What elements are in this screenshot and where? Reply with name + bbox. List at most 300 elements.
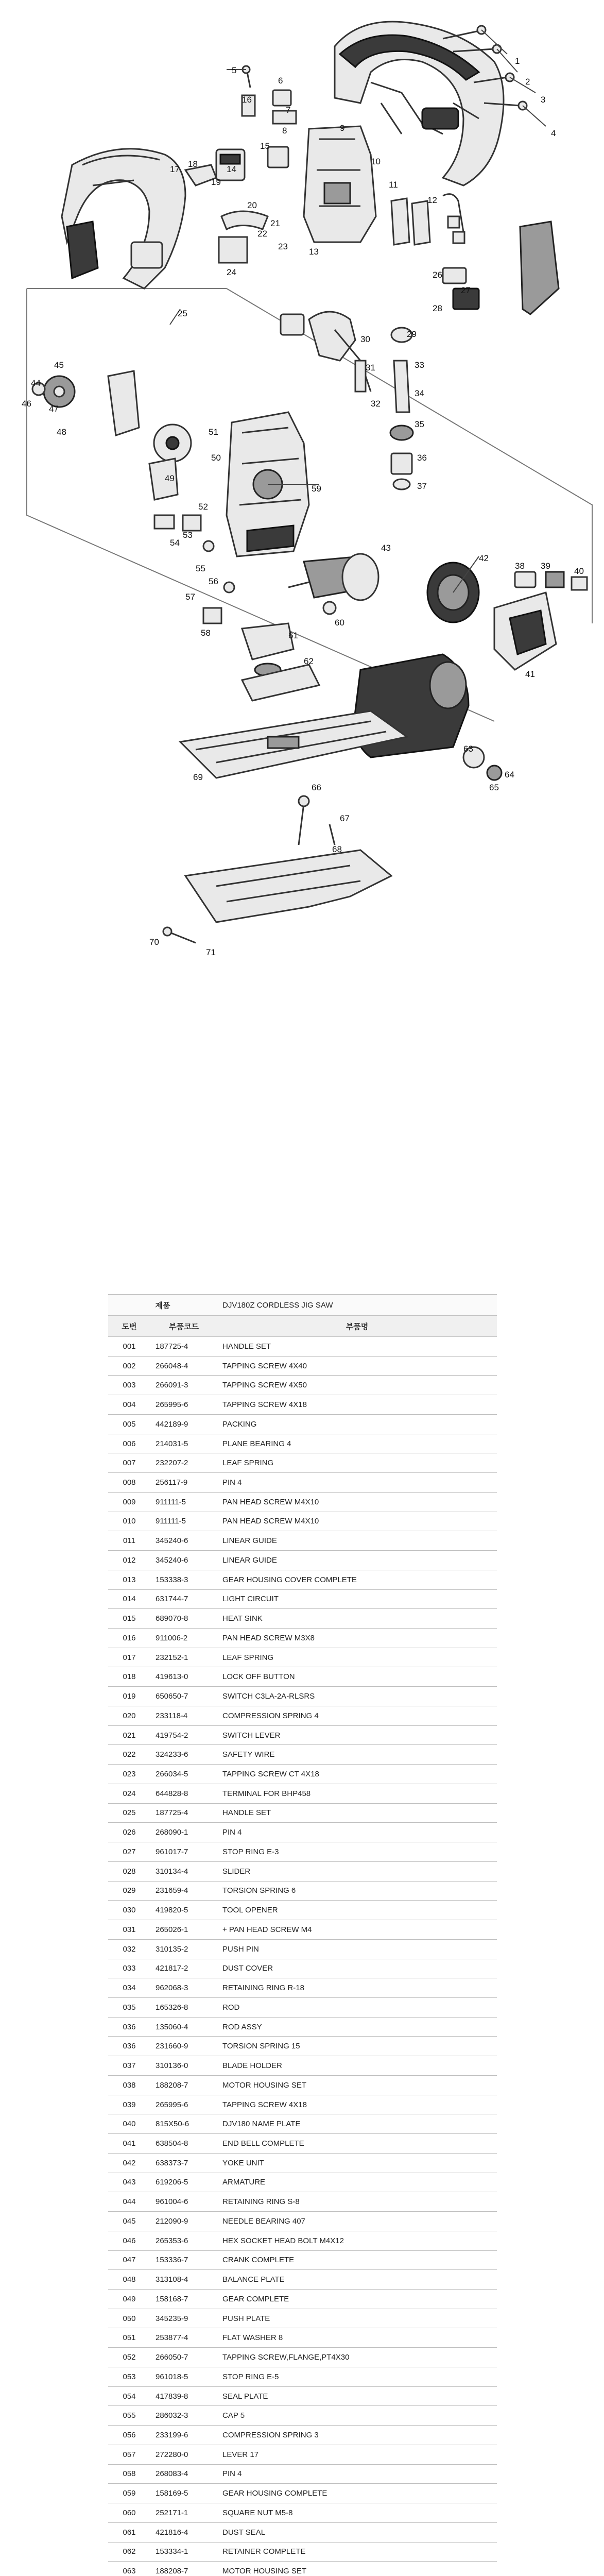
- base: [180, 711, 407, 845]
- header-no: 도번: [122, 1322, 137, 1331]
- table-row: [108, 1357, 497, 1376]
- part-code: 268090-1: [156, 1828, 188, 1837]
- part-name: STOP RING E-5: [222, 2372, 279, 2381]
- part-number: 041: [123, 2139, 136, 2148]
- part-code: 313108-4: [156, 2275, 188, 2284]
- part-code: 252171-1: [156, 2508, 188, 2517]
- part-number: 006: [123, 1439, 136, 1448]
- callout-69: 69: [193, 772, 203, 782]
- table-row: [108, 1395, 497, 1415]
- callout-66: 66: [312, 783, 321, 792]
- callout-55: 55: [196, 564, 205, 573]
- callout-61: 61: [288, 631, 298, 640]
- callout-45: 45: [54, 360, 64, 370]
- part-name: COMPRESSION SPRING 3: [222, 2430, 319, 2439]
- terminal: [219, 237, 247, 263]
- part-code: 265353-6: [156, 2236, 188, 2245]
- part-number: 037: [123, 2061, 136, 2071]
- part-code: 310134-4: [156, 1867, 188, 1876]
- part-number: 017: [123, 1653, 136, 1662]
- callout-51: 51: [209, 427, 218, 437]
- part-name: TAPPING SCREW 4X50: [222, 1381, 307, 1390]
- part-code: 266048-4: [156, 1361, 188, 1370]
- table-row: [108, 2037, 497, 2056]
- part-name: PUSH PIN: [222, 1944, 259, 1954]
- part-number: 021: [123, 1731, 136, 1740]
- part-code: 345240-6: [156, 1536, 188, 1546]
- part-name: NEEDLE BEARING 407: [222, 2216, 305, 2226]
- callout-31: 31: [366, 363, 375, 372]
- part-number: 048: [123, 2275, 136, 2284]
- part-code: 442189-9: [156, 1419, 188, 1429]
- table-row: [108, 2503, 497, 2523]
- callout-35: 35: [415, 419, 424, 429]
- part-name: LINEAR GUIDE: [222, 1536, 277, 1546]
- handle-set-left: [62, 149, 185, 289]
- part-code: 265995-6: [156, 1400, 188, 1410]
- part-code: 962068-3: [156, 1984, 188, 1993]
- part-name: COMPRESSION SPRING 4: [222, 1711, 319, 1720]
- part-number: 038: [123, 2080, 136, 2090]
- part-code: 286032-3: [156, 2411, 188, 2420]
- callout-4: 4: [551, 128, 556, 138]
- part-name: GEAR COMPLETE: [222, 2294, 289, 2303]
- callout-70: 70: [149, 937, 159, 947]
- table-row: [108, 1882, 497, 1901]
- part-code: 638373-7: [156, 2158, 188, 2167]
- part-number: 004: [123, 1400, 136, 1410]
- part-code: 188208-7: [156, 2567, 188, 2576]
- part-name: MOTOR HOUSING SET: [222, 2080, 307, 2090]
- part-number: 045: [123, 2216, 136, 2226]
- table-body: [108, 1337, 497, 2576]
- callout-33: 33: [415, 360, 424, 370]
- part-code: 961004-6: [156, 2197, 188, 2207]
- table-row: [108, 1687, 497, 1706]
- part-name: GEAR HOUSING COMPLETE: [222, 2489, 327, 2498]
- table-row: [108, 1570, 497, 1590]
- callout-62: 62: [304, 656, 314, 666]
- part-name: TAPPING SCREW 4X18: [222, 1400, 307, 1410]
- callout-64: 64: [505, 770, 514, 779]
- switch-parts: [185, 66, 296, 229]
- part-name: RETAINER COMPLETE: [222, 2547, 306, 2556]
- callout-32: 32: [371, 399, 381, 409]
- part-number: 035: [123, 2003, 136, 2012]
- part-name: TOOL OPENER: [222, 1906, 278, 1915]
- part-code: 232207-2: [156, 1459, 188, 1468]
- callout-49: 49: [165, 473, 175, 483]
- parts-table: [108, 1294, 497, 2576]
- callout-14: 14: [227, 164, 236, 174]
- table-row: [108, 1765, 497, 1784]
- part-name: SQUARE NUT M5-8: [222, 2508, 293, 2517]
- part-code: 158168-7: [156, 2294, 188, 2303]
- part-name: PUSH PLATE: [222, 2314, 270, 2323]
- part-number: 011: [123, 1536, 135, 1546]
- table-row: [108, 1745, 497, 1765]
- part-number: 019: [123, 1692, 136, 1701]
- part-code: 419754-2: [156, 1731, 188, 1740]
- callout-60: 60: [335, 618, 344, 628]
- part-number: 024: [123, 1789, 136, 1798]
- part-name: TAPPING SCREW 4X40: [222, 1361, 307, 1370]
- part-number: 059: [123, 2489, 136, 2498]
- table-row: [108, 2076, 497, 2095]
- part-code: 153336-7: [156, 2256, 188, 2265]
- callout-68: 68: [332, 844, 342, 854]
- part-name: SWITCH C3LA-2A-RLSRS: [222, 1692, 315, 1701]
- table-row: [108, 2328, 497, 2348]
- part-code: 324233-6: [156, 1750, 188, 1759]
- callout-9: 9: [340, 123, 345, 133]
- callout-29: 29: [407, 329, 417, 339]
- part-name: PIN 4: [222, 1478, 242, 1487]
- part-code: 265026-1: [156, 1925, 188, 1934]
- part-number: 007: [123, 1459, 136, 1468]
- part-name: PIN 4: [222, 1828, 242, 1837]
- callout-50: 50: [211, 453, 221, 463]
- callout-2: 2: [525, 77, 530, 87]
- part-code: 266091-3: [156, 1381, 188, 1390]
- part-number: 003: [123, 1381, 136, 1390]
- part-code: 153338-3: [156, 1575, 188, 1584]
- part-code: 619206-5: [156, 2178, 188, 2187]
- table-row: [108, 1784, 497, 1804]
- part-name: + PAN HEAD SCREW M4: [222, 1925, 312, 1934]
- table-row: [108, 2231, 497, 2251]
- table-row: [108, 1512, 497, 1532]
- callout-30: 30: [360, 334, 370, 344]
- part-number: 060: [123, 2508, 136, 2517]
- callout-16: 16: [242, 95, 252, 105]
- part-name: TAPPING SCREW,FLANGE,PT4X30: [222, 2353, 350, 2362]
- part-name: TERMINAL FOR BHP458: [222, 1789, 311, 1798]
- model-label: 제품: [155, 1301, 170, 1310]
- part-code: 345240-6: [156, 1555, 188, 1565]
- part-name: FLAT WASHER 8: [222, 2333, 283, 2343]
- table-row: [108, 1473, 497, 1493]
- part-name: TAPPING SCREW 4X18: [222, 2100, 307, 2109]
- table-row: [108, 2309, 497, 2329]
- callout-21: 21: [270, 218, 280, 228]
- callout-58: 58: [201, 628, 211, 638]
- table-row: [108, 1590, 497, 1609]
- part-code: 650650-7: [156, 1692, 188, 1701]
- part-number: 022: [123, 1750, 136, 1759]
- part-name: SWITCH LEVER: [222, 1731, 281, 1740]
- table-row: [108, 2251, 497, 2270]
- callout-37: 37: [417, 481, 427, 491]
- part-number: 047: [123, 2256, 136, 2265]
- part-name: HEX SOCKET HEAD BOLT M4X12: [222, 2236, 344, 2245]
- part-code: 231660-9: [156, 2042, 188, 2051]
- part-number: 042: [123, 2158, 136, 2167]
- callout-1: 1: [515, 56, 520, 66]
- part-number: 039: [123, 2100, 136, 2109]
- part-number: 032: [123, 1944, 136, 1954]
- part-code: 153334-1: [156, 2547, 188, 2556]
- part-code: 911111-5: [156, 1517, 186, 1526]
- diagram-drawing: [0, 0, 604, 1211]
- table-row: [108, 2426, 497, 2445]
- part-code: 419613-0: [156, 1672, 188, 1682]
- callout-23: 23: [278, 242, 288, 251]
- part-number: 049: [123, 2294, 136, 2303]
- part-code: 231659-4: [156, 1886, 188, 1895]
- part-code: 253877-4: [156, 2333, 188, 2343]
- part-number: 010: [123, 1517, 136, 1526]
- callout-43: 43: [381, 543, 391, 553]
- table-row: [108, 2484, 497, 2503]
- header-code: 부품코드: [169, 1322, 199, 1331]
- part-name: BLADE HOLDER: [222, 2061, 282, 2071]
- part-name: HANDLE SET: [222, 1342, 271, 1351]
- part-number: 046: [123, 2236, 136, 2245]
- crank-and-gear: [32, 371, 234, 623]
- part-number: 009: [123, 1497, 136, 1506]
- part-code: 233118-4: [156, 1711, 188, 1720]
- part-code: 187725-4: [156, 1808, 188, 1818]
- callout-10: 10: [371, 157, 381, 166]
- part-code: 266034-5: [156, 1770, 188, 1779]
- part-number: 036: [123, 2022, 136, 2031]
- part-code: 268083-4: [156, 2469, 188, 2479]
- callout-67: 67: [340, 814, 350, 823]
- model-row: [108, 1294, 497, 1316]
- part-name: LOCK OFF BUTTON: [222, 1672, 295, 1682]
- part-code: 345235-9: [156, 2314, 188, 2323]
- callout-8: 8: [282, 126, 287, 135]
- part-code: 310135-2: [156, 1944, 188, 1954]
- part-number: 018: [123, 1672, 136, 1682]
- callout-17: 17: [170, 164, 180, 174]
- table-row: [108, 2290, 497, 2309]
- callout-71: 71: [206, 947, 216, 957]
- table-row: [108, 2367, 497, 2387]
- part-number: 026: [123, 1828, 136, 1837]
- part-code: 214031-5: [156, 1439, 188, 1448]
- callout-52: 52: [198, 502, 208, 512]
- table-row: [108, 2095, 497, 2115]
- part-name: TORSION SPRING 15: [222, 2042, 300, 2051]
- part-name: LIGHT CIRCUIT: [222, 1595, 279, 1604]
- part-name: PACKING: [222, 1419, 257, 1429]
- callout-27: 27: [461, 285, 471, 295]
- callout-26: 26: [433, 270, 442, 280]
- part-name: ROD ASSY: [222, 2022, 262, 2031]
- callout-42: 42: [479, 553, 489, 563]
- callout-47: 47: [49, 404, 59, 414]
- table-row: [108, 1337, 497, 1357]
- part-name: LEAF SPRING: [222, 1653, 274, 1662]
- part-name: RETAINING RING R-18: [222, 1984, 304, 1993]
- part-name: PIN 4: [222, 2469, 242, 2479]
- table-row: [108, 2406, 497, 2426]
- callout-59: 59: [312, 484, 321, 494]
- part-number: 013: [123, 1575, 136, 1584]
- callout-7: 7: [286, 105, 291, 115]
- part-number: 016: [123, 1633, 136, 1642]
- part-code: 187725-4: [156, 1342, 188, 1351]
- part-code: 232152-1: [156, 1653, 188, 1662]
- part-number: 054: [123, 2392, 136, 2401]
- callout-6: 6: [278, 76, 283, 86]
- part-number: 055: [123, 2411, 136, 2420]
- part-code: 631744-7: [156, 1595, 188, 1604]
- table-row: [108, 1434, 497, 1454]
- part-number: 030: [123, 1906, 136, 1915]
- part-number: 008: [123, 1478, 136, 1487]
- part-number: 005: [123, 1419, 136, 1429]
- table-row: [108, 1959, 497, 1979]
- table-row: [108, 1667, 497, 1687]
- part-number: 058: [123, 2469, 136, 2479]
- part-code: 188208-7: [156, 2080, 188, 2090]
- part-name: TAPPING SCREW CT 4X18: [222, 1770, 319, 1779]
- callout-54: 54: [170, 538, 180, 548]
- part-code: 310136-0: [156, 2061, 188, 2071]
- header-name: 부품명: [346, 1322, 369, 1331]
- table-row: [108, 2212, 497, 2231]
- part-number: 001: [123, 1342, 136, 1351]
- table-row: [108, 2114, 497, 2134]
- part-name: YOKE UNIT: [222, 2158, 264, 2167]
- part-name: DUST COVER: [222, 1964, 273, 1973]
- callout-25: 25: [178, 309, 187, 318]
- part-code: 165326-8: [156, 2003, 188, 2012]
- callout-65: 65: [489, 783, 499, 792]
- part-name: MOTOR HOUSING SET: [222, 2567, 307, 2576]
- part-name: STOP RING E-3: [222, 1847, 279, 1856]
- part-name: PAN HEAD SCREW M3X8: [222, 1633, 315, 1642]
- callout-11: 11: [389, 180, 398, 190]
- callout-13: 13: [309, 247, 319, 257]
- table-row: [108, 1862, 497, 1882]
- part-code: 689070-8: [156, 1614, 188, 1623]
- part-name: DJV180 NAME PLATE: [222, 2120, 301, 2129]
- part-number: 062: [123, 2547, 136, 2556]
- part-name: SEAL PLATE: [222, 2392, 268, 2401]
- callout-12: 12: [427, 195, 437, 205]
- part-code: 158169-5: [156, 2489, 188, 2498]
- part-code: 256117-9: [156, 1478, 188, 1487]
- callout-44: 44: [31, 378, 41, 388]
- part-number: 061: [123, 2528, 136, 2537]
- gear-housing-cover: [304, 123, 376, 242]
- part-number: 063: [123, 2567, 136, 2576]
- model-value: DJV180Z CORDLESS JIG SAW: [222, 1300, 333, 1310]
- part-number: 044: [123, 2197, 136, 2207]
- base-plate: [163, 850, 391, 943]
- table-row: [108, 1726, 497, 1745]
- table-header: [108, 1316, 497, 1337]
- callout-18: 18: [188, 159, 198, 169]
- part-name: LEAF SPRING: [222, 1459, 274, 1468]
- table-row: [108, 2348, 497, 2367]
- part-name: PAN HEAD SCREW M4X10: [222, 1497, 319, 1506]
- part-number: 034: [123, 1984, 136, 1993]
- table-row: [108, 1376, 497, 1395]
- part-number: 036: [123, 2042, 136, 2051]
- part-name: PLANE BEARING 4: [222, 1439, 291, 1448]
- table-row: [108, 1901, 497, 1920]
- part-name: CAP 5: [222, 2411, 245, 2420]
- callout-15: 15: [260, 141, 270, 151]
- callout-56: 56: [209, 577, 218, 586]
- table-row: [108, 2465, 497, 2484]
- part-name: GEAR HOUSING COVER COMPLETE: [222, 1575, 357, 1584]
- part-name: CRANK COMPLETE: [222, 2256, 295, 2265]
- part-number: 052: [123, 2353, 136, 2362]
- cover-plate-right: [520, 222, 559, 314]
- part-code: 638504-8: [156, 2139, 188, 2148]
- part-code: 421816-4: [156, 2528, 188, 2537]
- part-name: ROD: [222, 2003, 240, 2012]
- callout-53: 53: [183, 530, 193, 540]
- part-code: 911111-5: [156, 1497, 186, 1506]
- part-number: 023: [123, 1770, 136, 1779]
- callout-22: 22: [257, 229, 267, 239]
- part-code: 272280-0: [156, 2450, 188, 2459]
- table-row: [108, 2134, 497, 2154]
- part-name: RETAINING RING S-8: [222, 2197, 300, 2207]
- part-code: 961017-7: [156, 1847, 188, 1856]
- part-number: 033: [123, 1964, 136, 1973]
- part-name: TORSION SPRING 6: [222, 1886, 296, 1895]
- table-row: [108, 2562, 497, 2576]
- part-code: 212090-9: [156, 2216, 188, 2226]
- part-number: 028: [123, 1867, 136, 1876]
- callout-20: 20: [247, 200, 257, 210]
- table-row: [108, 1823, 497, 1842]
- callout-28: 28: [433, 303, 442, 313]
- part-number: 002: [123, 1361, 136, 1370]
- table-row: [108, 2056, 497, 2076]
- part-number: 050: [123, 2314, 136, 2323]
- table-row: [108, 1609, 497, 1629]
- part-number: 053: [123, 2372, 136, 2381]
- table-row: [108, 2543, 497, 2562]
- part-name: SLIDER: [222, 1867, 251, 1876]
- part-name: HEAT SINK: [222, 1614, 263, 1623]
- table-row: [108, 1940, 497, 1959]
- part-number: 043: [123, 2178, 136, 2187]
- part-code: 911006-2: [156, 1633, 188, 1642]
- table-row: [108, 1706, 497, 1726]
- table-row: [108, 1453, 497, 1473]
- table-row: [108, 1493, 497, 1512]
- callout-24: 24: [227, 267, 236, 277]
- part-name: BALANCE PLATE: [222, 2275, 285, 2284]
- callout-34: 34: [415, 388, 424, 398]
- part-code: 417839-8: [156, 2392, 188, 2401]
- callout-39: 39: [541, 561, 550, 571]
- part-number: 029: [123, 1886, 136, 1895]
- table-row: [108, 2154, 497, 2173]
- callout-19: 19: [211, 177, 221, 187]
- table-row: [108, 1804, 497, 1823]
- table-row: [108, 1531, 497, 1551]
- part-name: HANDLE SET: [222, 1808, 271, 1818]
- part-number: 027: [123, 1847, 136, 1856]
- callout-46: 46: [22, 399, 31, 409]
- table-row: [108, 1842, 497, 1862]
- part-name: PAN HEAD SCREW M4X10: [222, 1517, 319, 1526]
- part-number: 056: [123, 2430, 136, 2439]
- table-row: [108, 1629, 497, 1648]
- callout-38: 38: [515, 561, 525, 571]
